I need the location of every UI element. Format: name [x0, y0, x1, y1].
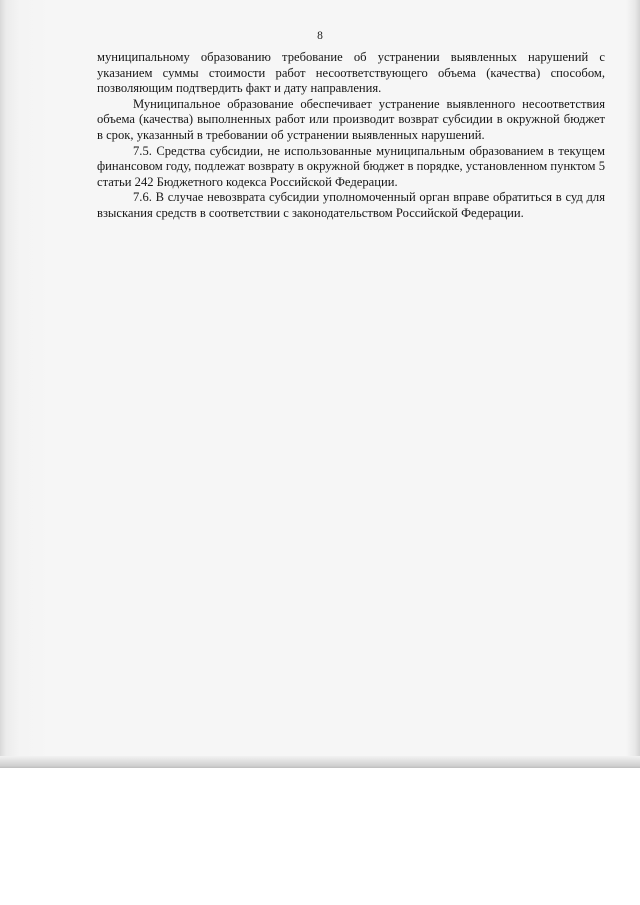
- page-number: 8: [317, 30, 323, 42]
- paragraph-clause-7-6: 7.6. В случае невозврата субсидии уполномоченный орган вправе обратиться в суд для взыскания средств в соответствии с законодательством Российской Федерации.: [97, 190, 605, 220]
- scan-left-edge-shadow: [0, 0, 55, 768]
- paragraph-clause-7-5: 7.5. Средства субсидии, не использованные муниципальным образованием в текущем финансовом году, подлежат возврату в окружной бюджет в порядке, установленном пунктом 5 статьи 242 Бюджетного кодекса Российской Федерации.: [97, 143, 605, 189]
- scan-bottom-edge-shadow: [0, 756, 640, 768]
- document-body: [97, 50, 605, 222]
- paragraph-continuation: муниципальному образованию требование об устранении выявленных нарушений с указанием суммы стоимости работ несоответствующего объема (качества) способом, позволяющим подтвердить факт и дату направления.: [97, 50, 605, 96]
- scan-right-edge-shadow: [626, 0, 640, 768]
- paragraph-municipal-obligation: Муниципальное образование обеспечивает устранение выявленного несоответствия объема (качества) выполненных работ или производит возврат субсидии в окружной бюджет в срок, указанный в требовании об устранении выявленных нарушений.: [97, 96, 605, 142]
